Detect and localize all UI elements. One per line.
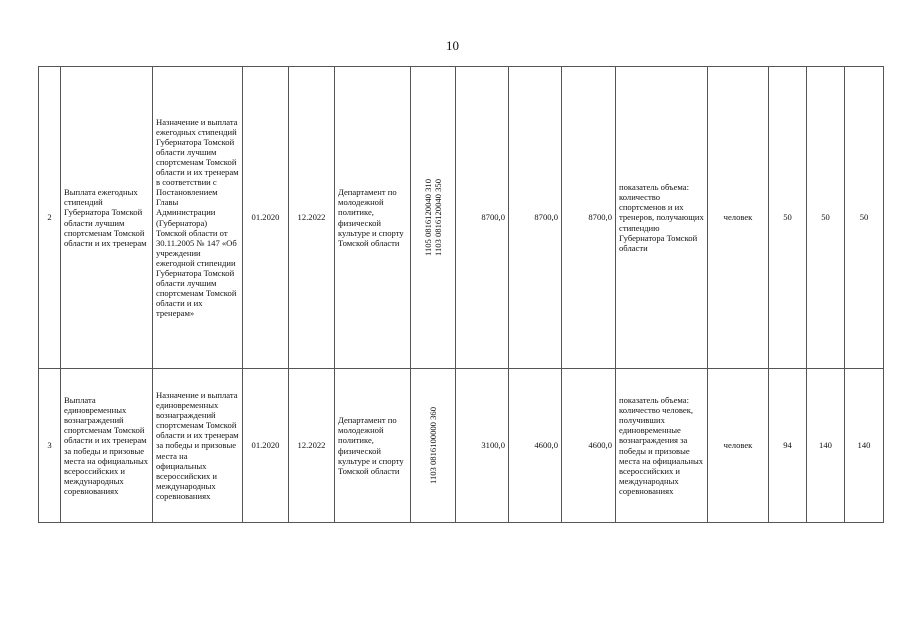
budget-code-cell: [411, 369, 456, 523]
measure-name: Выплата единовременных вознаграждений спортсменам Томской области и их тренерам за победы и призовые места на официальных всероссийских и международных соревнованиях: [61, 369, 153, 523]
measure-description: Назначение и выплата единовременных вознаграждений спортсменам Томской области и их тренерам за победы и призовые места на официальных всероссийских и международных соревнованиях: [153, 369, 243, 523]
funding-2022: 4600,0: [562, 369, 616, 523]
funding-2021: 8700,0: [509, 67, 562, 369]
indicator-2022: 50: [845, 67, 884, 369]
budget-code: 1103 0816120040 350: [433, 178, 443, 257]
funding-2022: 8700,0: [562, 67, 616, 369]
budget-codes: [428, 407, 438, 484]
page-number: 10: [446, 38, 459, 53]
program-table: [38, 66, 884, 523]
indicator-2021: 140: [807, 369, 845, 523]
unit: человек: [708, 67, 769, 369]
indicator-2020: 94: [769, 369, 807, 523]
table-row: [39, 67, 884, 369]
executor: Департамент по молодежной политике, физической культуре и спорту Томской области: [335, 369, 411, 523]
indicator: показатель объема: количество спортсменов и их тренеров, получающих стипендию Губернатора Томской области: [616, 67, 708, 369]
executor: Департамент по молодежной политике, физической культуре и спорту Томской области: [335, 67, 411, 369]
row-number: 3: [39, 369, 61, 523]
budget-code: 1103 0816100000 360: [428, 406, 438, 485]
table-row: [39, 369, 884, 523]
end-date: 12.2022: [289, 369, 335, 523]
indicator-2022: 140: [845, 369, 884, 523]
start-date: 01.2020: [243, 67, 289, 369]
budget-code-cell: [411, 67, 456, 369]
measure-description: Назначение и выплата ежегодных стипендий Губернатора Томской области лучшим спортсменам Томской области и их тренерам в соответствии с Постановлением Главы Администрации (Губернатора) Томской области от 30.11.2005 № 147 «Об учреждении ежегодной стипендии Губернатора Томской области лучшим спортсменам Томской области и их тренерам»: [153, 67, 243, 369]
indicator: показатель объема: количество человек, получивших единовременные вознаграждения за победы и призовые места на официальных всероссийских и международных соревнованиях: [616, 369, 708, 523]
funding-2020: 8700,0: [456, 67, 509, 369]
measure-name: Выплата ежегодных стипендий Губернатора Томской области лучшим спортсменам Томской области и их тренерам: [61, 67, 153, 369]
indicator-2021: 50: [807, 67, 845, 369]
row-number: 2: [39, 67, 61, 369]
funding-2020: 3100,0: [456, 369, 509, 523]
indicator-2020: 50: [769, 67, 807, 369]
end-date: 12.2022: [289, 67, 335, 369]
start-date: 01.2020: [243, 369, 289, 523]
budget-code: 1105 0816120040 310: [423, 178, 433, 257]
unit: человек: [708, 369, 769, 523]
funding-2021: 4600,0: [509, 369, 562, 523]
budget-codes: [423, 179, 443, 256]
